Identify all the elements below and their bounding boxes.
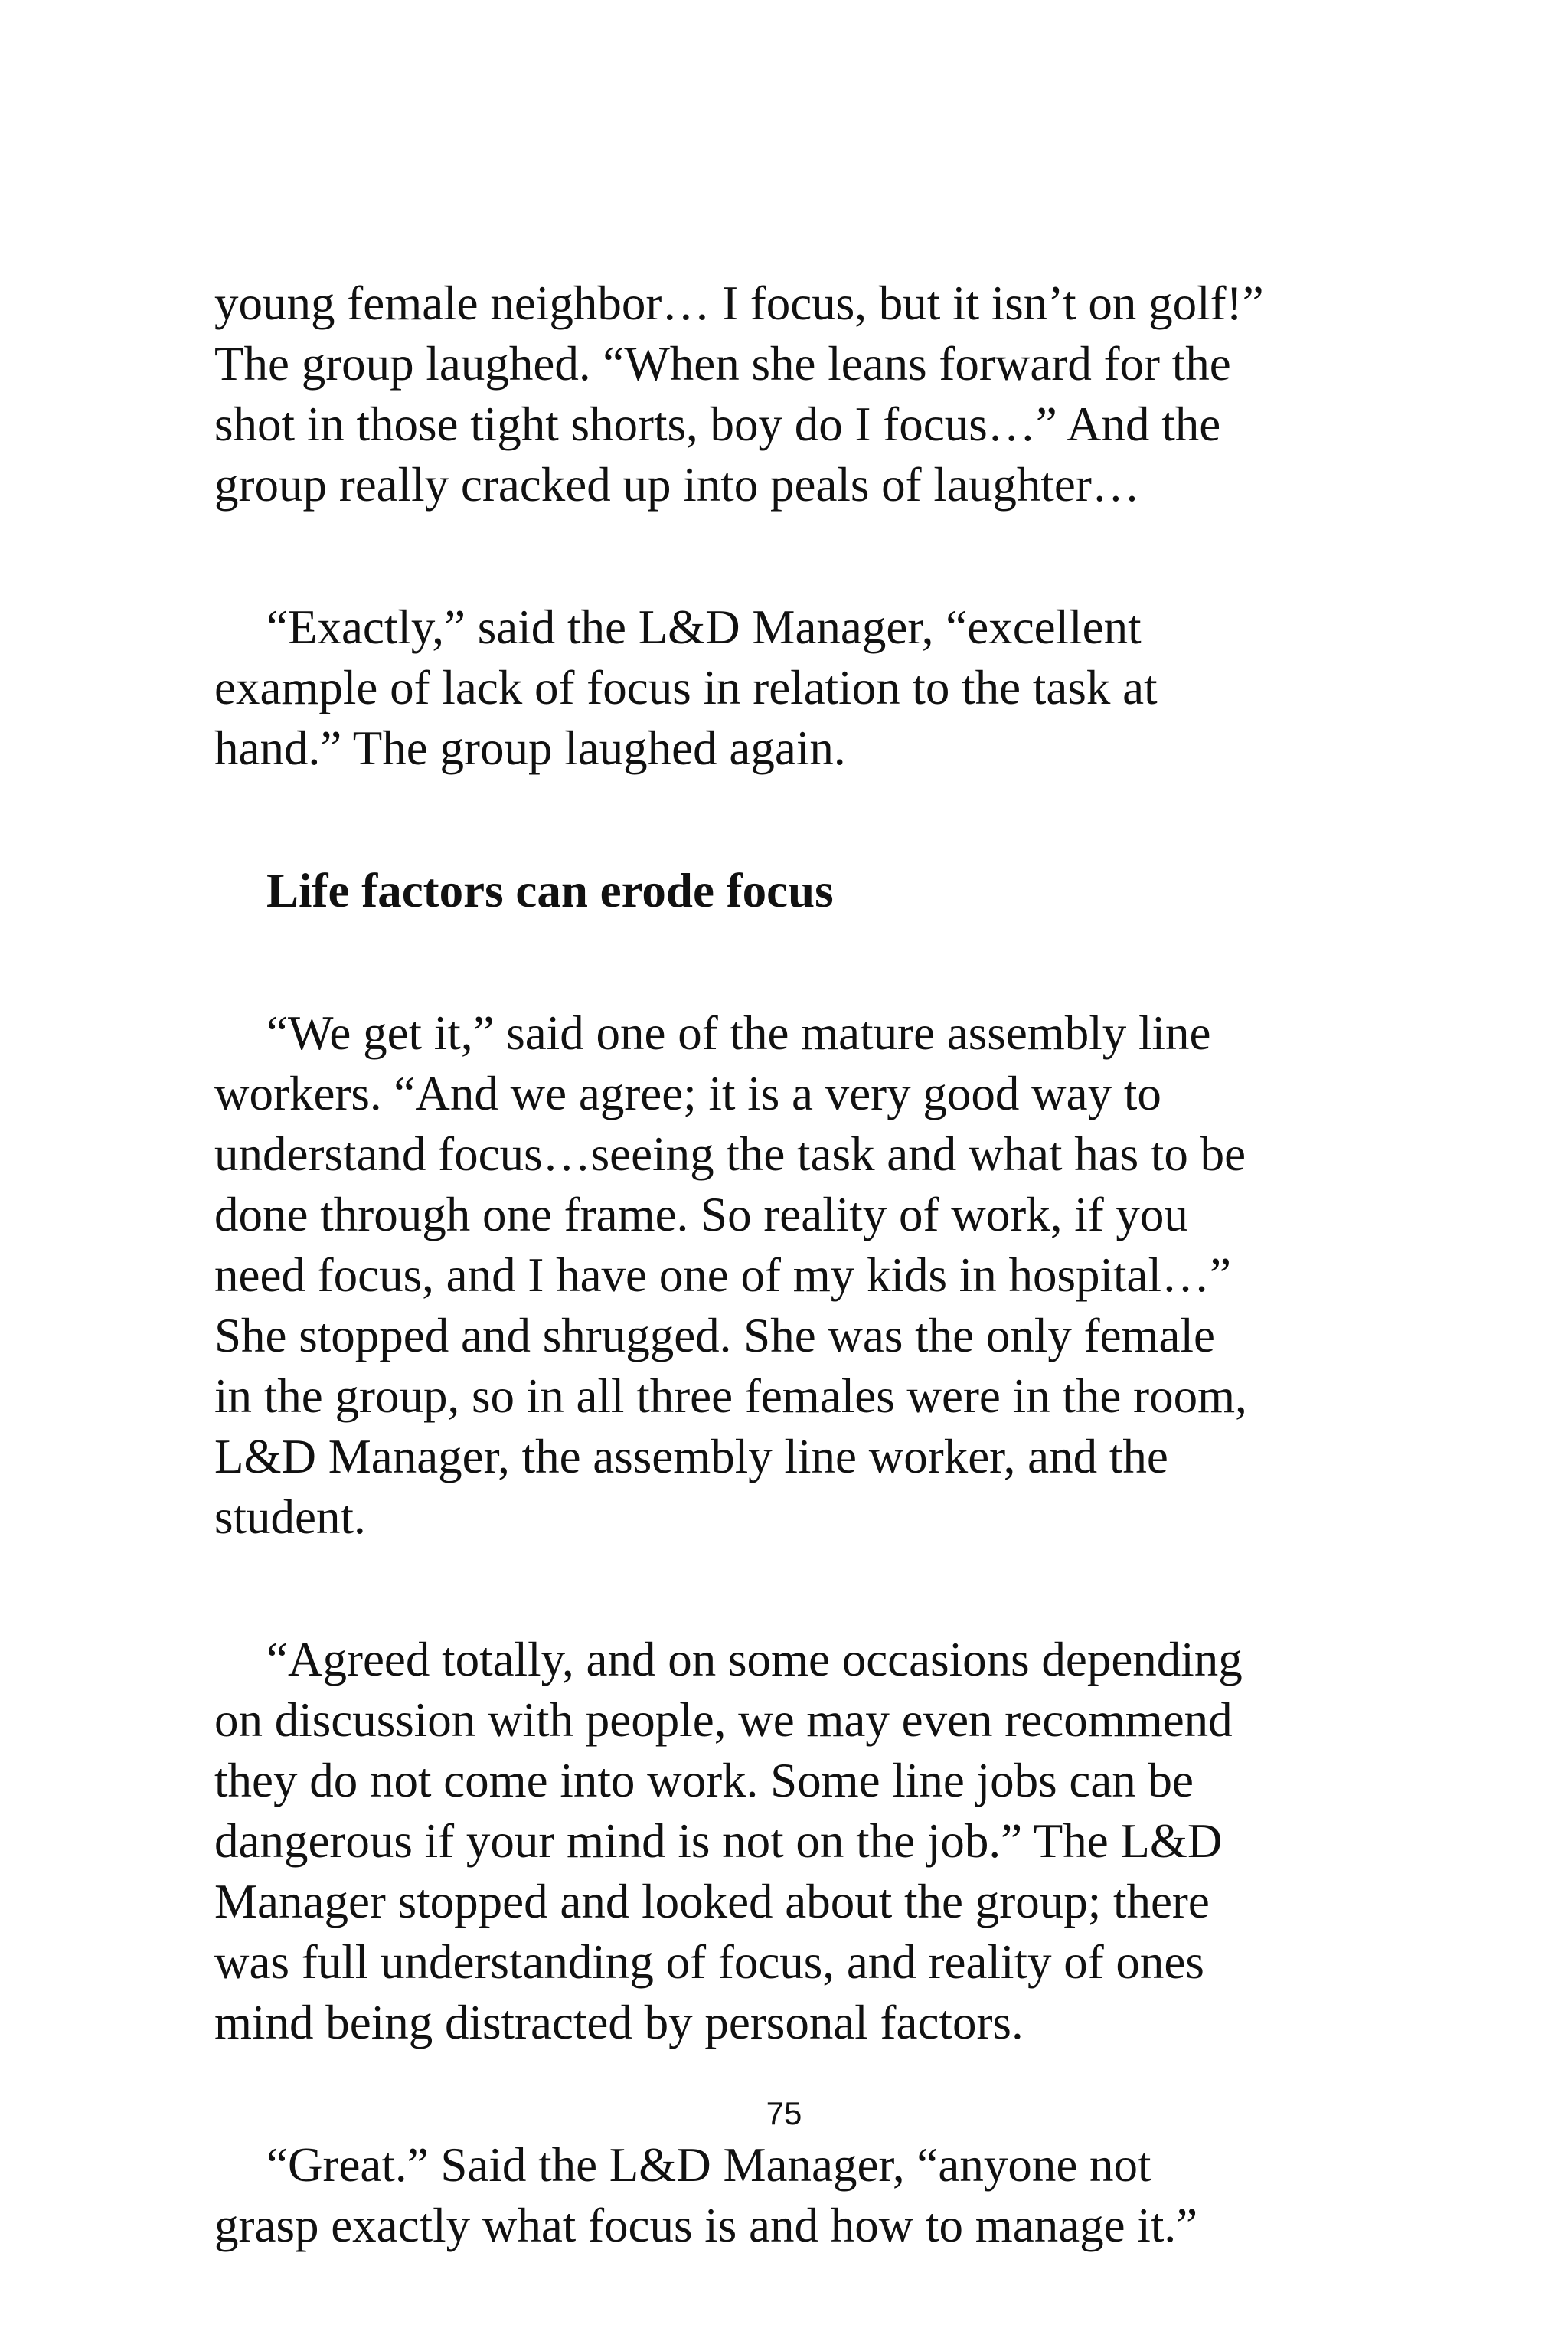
paragraph-great: “Great.” Said the L&D Manager, “anyone not grasp exactly what focus is and how to manage it.”: [214, 2138, 1198, 2252]
paragraph-exactly: “Exactly,” said the L&D Manager, “excellent example of lack of focus in relation to the task at hand.” The group laughed again.: [214, 600, 1158, 775]
body-text: [214, 213, 1348, 2338]
paragraph-we-get-it: “We get it,” said one of the mature assembly line workers. “And we agree; it is a very good way to understand focus…seeing the task and what has to be done through one frame. So reality of work, if you need focus, and I have one of my kids in hospital…” She stopped and shrugged. She was the only female in the group, so in all three females were in the room, L&D Manager, the assembly line worker, and the student.: [214, 1006, 1247, 1544]
paragraph-agreed-totally: “Agreed totally, and on some occasions depending on discussion with people, we may even recommend they do not come into work. Some line jobs can be dangerous if your mind is not on the job.” The L&D Manager stopped and looked about the group; there was full understanding of focus, and reality of ones mind being distracted by personal factors.: [214, 1633, 1243, 2049]
section-heading: Life factors can erode focus: [266, 864, 834, 917]
page-number: 75: [766, 2095, 802, 2131]
paragraph-continuation: young female neighbor… I focus, but it isn’t on golf!” The group laughed. “When she leans forward for the shot in those tight shorts, boy do I focus…” And the group really cracked up into peals of laughter…: [214, 276, 1264, 512]
